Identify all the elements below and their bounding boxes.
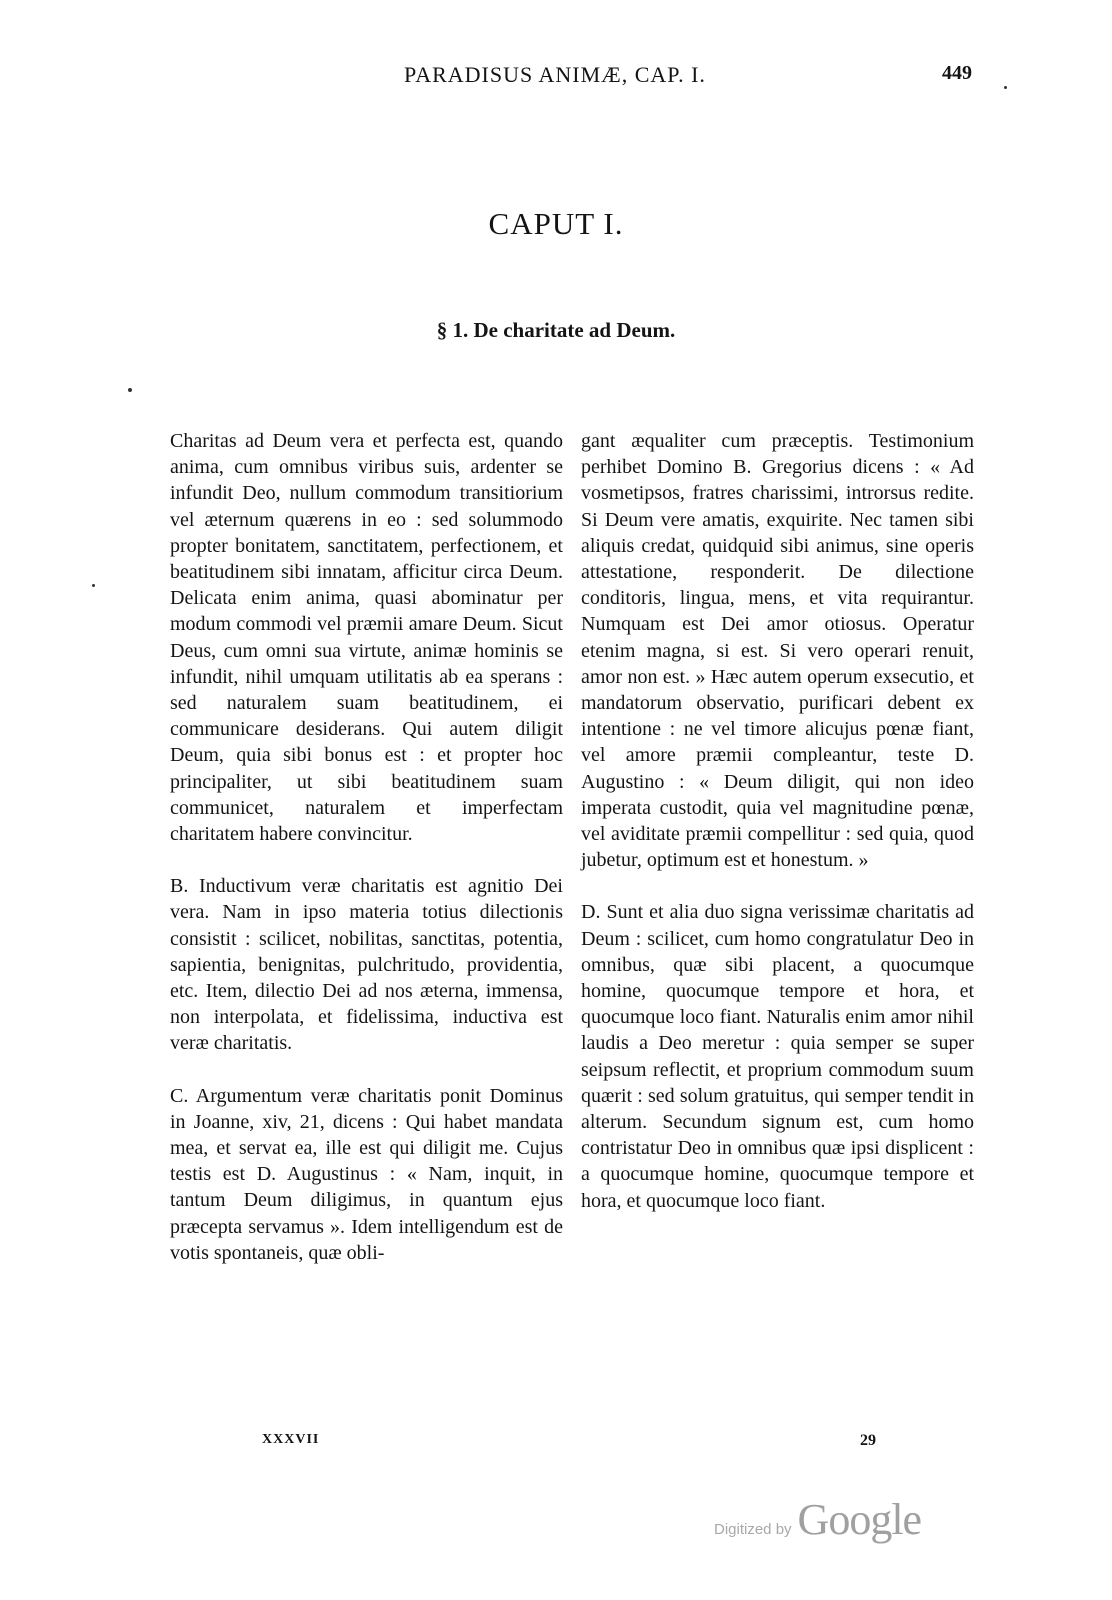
paragraph-d: D. Sunt et alia duo signa verissimæ charitatis ad Deum : scilicet, cum homo congratulatur Deo in omnibus, quæ sibi placent, a quocumque homine, quocumque tempore et hora, et quocumque loco fiant. Naturalis enim amor nihil laudis a Deo meretur : quia semper se super seipsum reflectit, et proprium commodum suum quærit : sed solum gratuitus, qui semper tendit in alterum. Secundum signum est, cum homo contristatur Deo in omnibus quæ ipsi displicent : a quocumque homine, quocumque tempore et hora, et quocumque loco fiant. — [581, 901, 974, 1212]
right-column — [581, 428, 974, 1214]
signature-mark-left: XXXVII — [262, 1432, 320, 1447]
scan-speck — [128, 388, 132, 392]
scan-speck — [92, 584, 95, 587]
left-column — [170, 428, 563, 1266]
digitized-watermark — [714, 1494, 921, 1545]
chapter-title: CAPUT I. — [488, 206, 624, 241]
paragraph-c: C. Argumentum veræ charitatis ponit Dominus in Joanne, xiv, 21, dicens : Qui habet mandata mea, et servat ea, ille est qui diligit me. Cujus testis est D. Augustinus : « Nam, inquit, in tantum Deum diligimus, in quantum ejus præcepta servamus ». Idem intelligendum est de votis spontaneis, quæ obli- — [170, 1084, 563, 1264]
paragraph-c-continued: gant æqualiter cum præceptis. Testimonium perhibet Domino B. Gregorius dicens : « Ad vosmetipsos, fratres charissimi, introrsus redite. Si Deum vere amatis, exquirite. Nec tamen sibi aliquis credat, quidquid sibi animus, sine operis attestatione, responderit. De dilectione conditoris, lingua, mens, et vita requirantur. Numquam est Dei amor otiosus. Operatur etenim magna, si est. Si vero operari renuit, amor non est. » Hæc autem operum exsecutio, et mandatorum observatio, purificari debent ex intentione : ne vel timore alicujus pœnæ fiant, vel amore præmii compleantur, teste D. Augustino : « Deum diligit, qui non ideo imperata custodit, quia vel magnitudine pœnæ, vel aviditate præmii compellitur : sed quia, quod jubetur, optimum est et honestum. » — [581, 430, 974, 872]
google-logo: Google — [797, 1495, 922, 1544]
section-title: § 1. De charitate ad Deum. — [436, 318, 676, 342]
page-number: 449 — [942, 62, 972, 84]
running-head: PARADISUS ANIMÆ, CAP. I. — [404, 62, 706, 87]
signature-mark-right: 29 — [860, 1432, 876, 1449]
digitized-label: Digitized by — [714, 1521, 792, 1538]
paragraph-b: B. Inductivum veræ charitatis est agnitio Dei vera. Nam in ipso materia totius dilectionis consistit : scilicet, nobilitas, sanctitas, potentia, sapientia, benignitas, pulchritudo, providentia, etc. Item, dilectio Dei ad nos æterna, immensa, non interpolata, et fidelissima, inductiva est veræ charitatis. — [170, 875, 563, 1055]
paragraph-a: Charitas ad Deum vera et perfecta est, quando anima, cum omnibus viribus suis, ardenter se infundit Deo, nullum commodum transitiorium vel æternum quærens in eo : sed solummodo propter bonitatem, sanctitatem, perfectionem, et beatitudinem sibi innatam, afficitur circa Deum. Delicata enim anima, quasi abominatur per modum commodi vel præmii amare Deum. Sicut Deus, cum omni sua virtute, animæ hominis se infundit, nihil umquam utilitatis ab ea sperans : sed naturalem suam beatitudinem, ei communicare desiderans. Qui autem diligit Deum, quia sibi bonus est : et propter hoc principaliter, ut sibi beatitudinem suam communicet, naturalem et imperfectam charitatem habere convincitur. — [170, 430, 563, 846]
scan-speck — [1004, 86, 1007, 89]
